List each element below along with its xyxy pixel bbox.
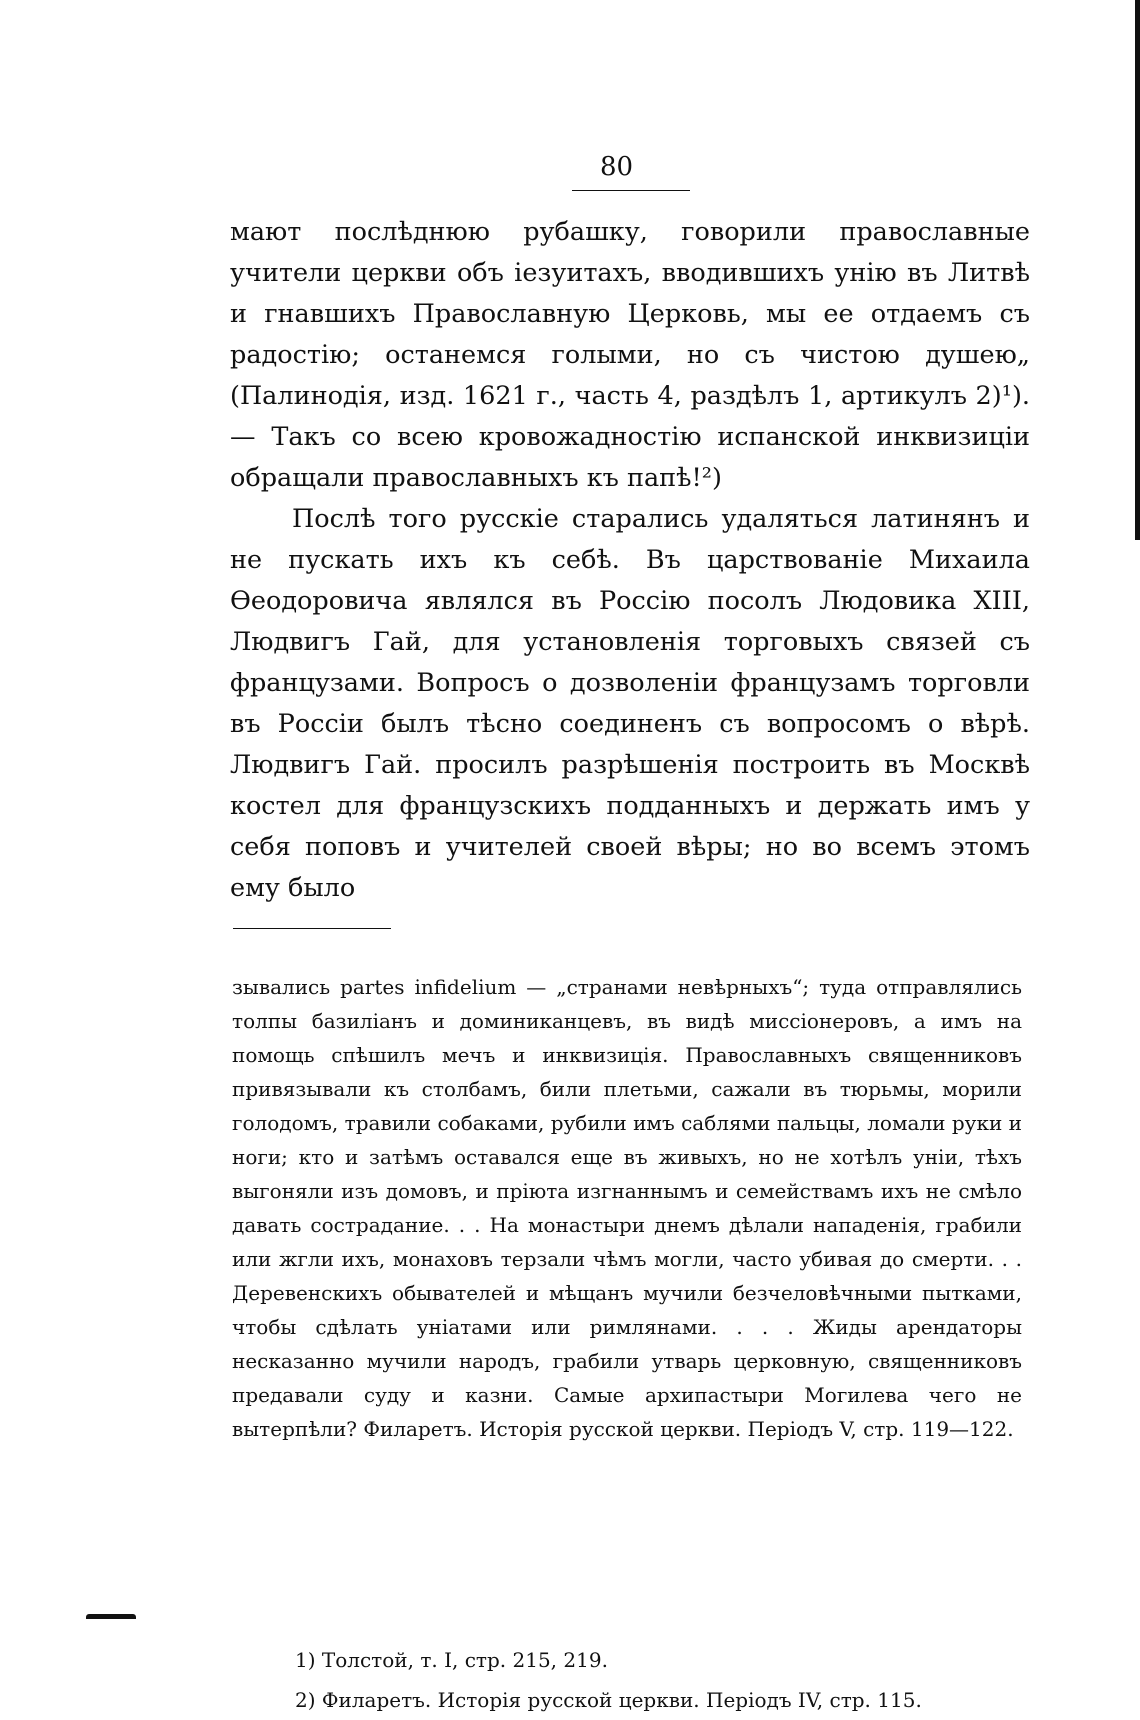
paragraph-1: мают послѣднюю рубашку, говорили православные учители церкви объ іезуитахъ, вводившихъ унію въ Литвѣ и гнавшихъ Православную Церковь, мы ее отдаемъ съ радостію; останемся голыми, но съ чистою душею„ (Палинодія, изд. 1621 г., часть 4, раздѣлъ 1, артикулъ 2)¹). — Такъ со всею кровожадностію испанской инквизиціи обращали православныхъ къ папѣ!²)	[230, 217, 1030, 493]
footnote-paragraph: зывались partes infidelium — „странами невѣрныхъ“; туда отправлялись толпы базиліанъ и доминиканцевъ, въ видѣ миссіонеровъ, а имъ на помощь спѣшилъ мечъ и инквизиція. Православныхъ священниковъ привязывали къ столбамъ, били плетьми, сажали въ тюрьмы, морили голодомъ, травили собаками, рубили имъ саблями пальцы, ломали руки и ноги; кто и затѣмъ оставался еще въ живыхъ, но не хотѣлъ уніи, тѣхъ выгоняли изъ домовъ, и пріюта изгнаннымъ и семействамъ ихъ не смѣло давать сострадание. . . На монастыри днемъ дѣлали нападенія, грабили или жгли ихъ, монаховъ терзали чѣмъ могли, часто убивая до смерти. . . Деревенскихъ обывателей и мѣщанъ мучили безчеловѣчными пытками, чтобы сдѣлать уніатами или римлянами. . . . Жиды арендаторы несказанно мучили народъ, грабили утварь церковную, священниковъ предавали суду и казни. Самые архипастыри Могилева чего не вытерпѣли? Филаретъ. Исторія русской церкви. Періодъ V, стр. 119—122.	[232, 975, 1022, 1441]
header-rule	[572, 190, 690, 191]
reference-notes	[295, 1640, 1025, 1720]
page-number: 80	[600, 152, 634, 182]
footnote-divider	[233, 928, 391, 929]
reference-note-2: 2) Филаретъ. Исторія русской церкви. Періодъ IV, стр. 115.	[295, 1688, 922, 1712]
scan-corner-mark	[86, 1614, 136, 1619]
main-text	[230, 212, 1030, 909]
reference-note-1: 1) Толстой, т. I, стр. 215, 219.	[295, 1648, 608, 1672]
paragraph-2: Послѣ того русскіе старались удаляться латинянъ и не пускать ихъ къ себѣ. Въ царствованіе Михаила Ѳеодоровича являлся въ Россію посолъ Людовика XIII, Людвигъ Гай, для установленія торговыхъ связей съ французами. Вопросъ о дозволеніи французамъ торговли въ Россіи былъ тѣсно соединенъ съ вопросомъ о вѣрѣ. Людвигъ Гай. просилъ разрѣшенія построить въ Москвѣ костел для французскихъ подданныхъ и держать имъ у себя поповъ и учителей своей вѣры; но во всемъ этомъ ему было	[230, 504, 1030, 903]
footnote-text	[232, 970, 1022, 1446]
scan-edge-mark	[1135, 0, 1140, 540]
